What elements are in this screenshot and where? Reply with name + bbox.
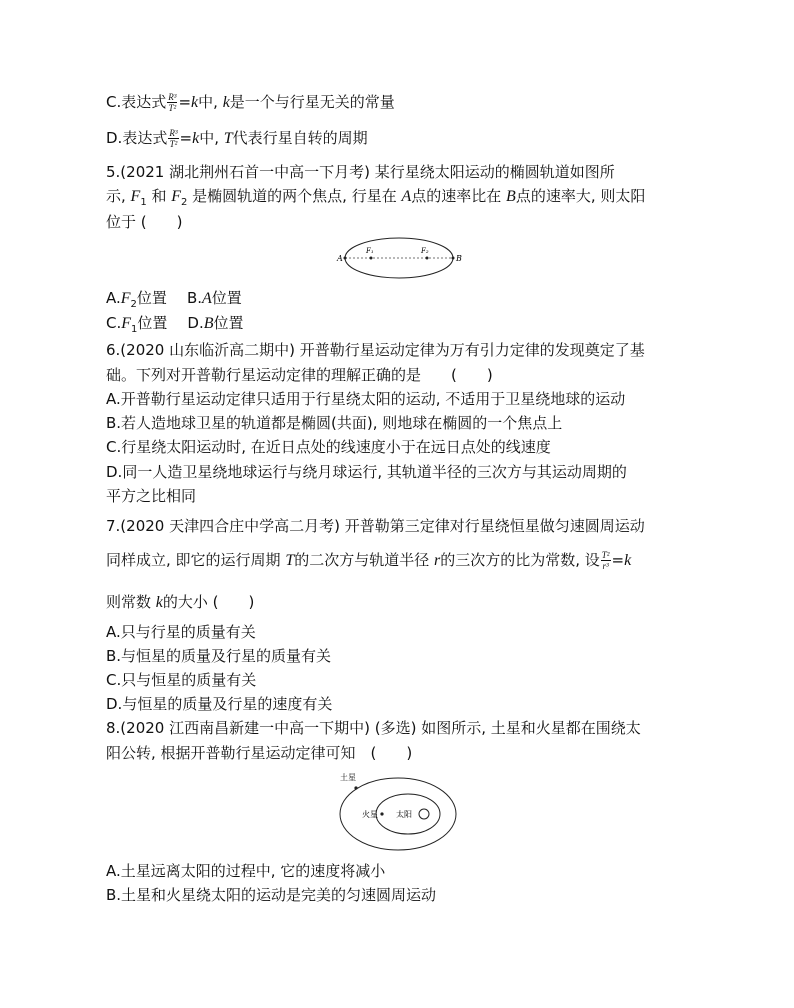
label-f2: F₂ (421, 247, 429, 255)
label-a: A (337, 254, 343, 263)
q5-options-row1: $A.F_2$位置 B.A位置 (106, 289, 242, 310)
point-b (452, 257, 455, 260)
sun-label: 太阳 (396, 810, 412, 819)
planet-orbits-figure (330, 768, 460, 856)
q8-option-a: A.土星远离太阳的过程中, 它的速度将减小 (106, 862, 386, 880)
q4-option-c: C.表达式 $\frac{\text{R³}}{\text{T²}}$ =k中, k是一个与行星无关的常量 (106, 92, 395, 113)
mars-point (380, 812, 383, 815)
q7-stem-line2: 同样成立, 即它的运行周期 T的二次方与轨道半径 r的三次方的比为常数, 设 $\frac{\text{T²}}{\text{r³}}$ =k (106, 550, 632, 571)
saturn-point (354, 786, 357, 789)
label-f1: F₁ (366, 247, 374, 255)
ellipse-orbit-figure (335, 236, 465, 281)
saturn-label: 土星 (340, 773, 356, 782)
fraction: $\frac{\text{T²}}{\text{r³}}$ (601, 550, 610, 571)
q7-option-c: C.只与恒星的质量有关 (106, 671, 257, 689)
q6-option-d-line2: 平方之比相同 (106, 487, 197, 505)
q6-option-c: C.行星绕太阳运动时, 在近日点处的线速度小于在远日点处的线速度 (106, 438, 551, 456)
focus-f2-point (426, 257, 429, 260)
focus-f1-point (370, 257, 373, 260)
q6-option-d-line1: D.同一人造卫星绕地球运行与绕月球运行, 其轨道半径的三次方与其运动周期的 (106, 463, 627, 481)
label-b: B (456, 254, 462, 263)
q4-option-d: D.表达式 $\frac{\text{R³}}{\text{T²}}$ =k中, T代表行星自转的周期 (106, 128, 368, 149)
q5-options-row2: $C.F_1$位置 D.B位置 (106, 314, 244, 335)
sun-icon (419, 809, 429, 819)
mars-label: 火星 (362, 810, 378, 819)
point-a (344, 257, 347, 260)
q8-option-b: B.土星和火星绕太阳的运动是完美的匀速圆周运动 (106, 886, 437, 904)
q6-option-a: A.开普勒行星运动定律只适用于行星绕太阳的运动, 不适用于卫星绕地球的运动 (106, 390, 626, 408)
q5-stem-line3: 位于 ( ) (106, 213, 183, 231)
q6-stem-line1: 6.(2020 山东临沂高二期中) 开普勒行星运动定律为万有引力定律的发现奠定了基 (106, 341, 645, 359)
q8-stem-line1: 8.(2020 江西南昌新建一中高一下期中) (多选) 如图所示, 土星和火星都在围绕太 (106, 719, 641, 737)
q7-stem-line1: 7.(2020 天津四合庄中学高二月考) 开普勒第三定律对行星绕恒星做匀速圆周运动 (106, 517, 645, 535)
q7-stem-line3: 则常数 k的大小 ( ) (106, 593, 255, 611)
q7-option-d: D.与恒星的质量及行星的速度有关 (106, 695, 333, 713)
q6-stem-line2: 础。下列对开普勒行星运动定律的理解正确的是 ( ) (106, 366, 493, 384)
fraction: $\frac{\text{R³}}{\text{T²}}$ (168, 92, 177, 113)
fraction: $\frac{\text{R³}}{\text{T²}}$ (169, 128, 178, 149)
q8-stem-line2: 阳公转, 根据开普勒行星运动定律可知 ( ) (106, 744, 413, 762)
q7-option-a: A.只与行星的质量有关 (106, 623, 256, 641)
q7-option-b: B.与恒星的质量及行星的质量有关 (106, 647, 332, 665)
q5-stem-line2: 示, $F_1$ 和 $F_2$ 是椭圆轨道的两个焦点, 行星在 A点的速率比在 B点的速率大, 则太阳 (106, 187, 646, 208)
q6-option-b: B.若人造地球卫星的轨道都是椭圆(共面), 则地球在椭圆的一个焦点上 (106, 414, 563, 432)
q5-stem-line1: 5.(2021 湖北荆州石首一中高一下月考) 某行星绕太阳运动的椭圆轨道如图所 (106, 163, 615, 181)
